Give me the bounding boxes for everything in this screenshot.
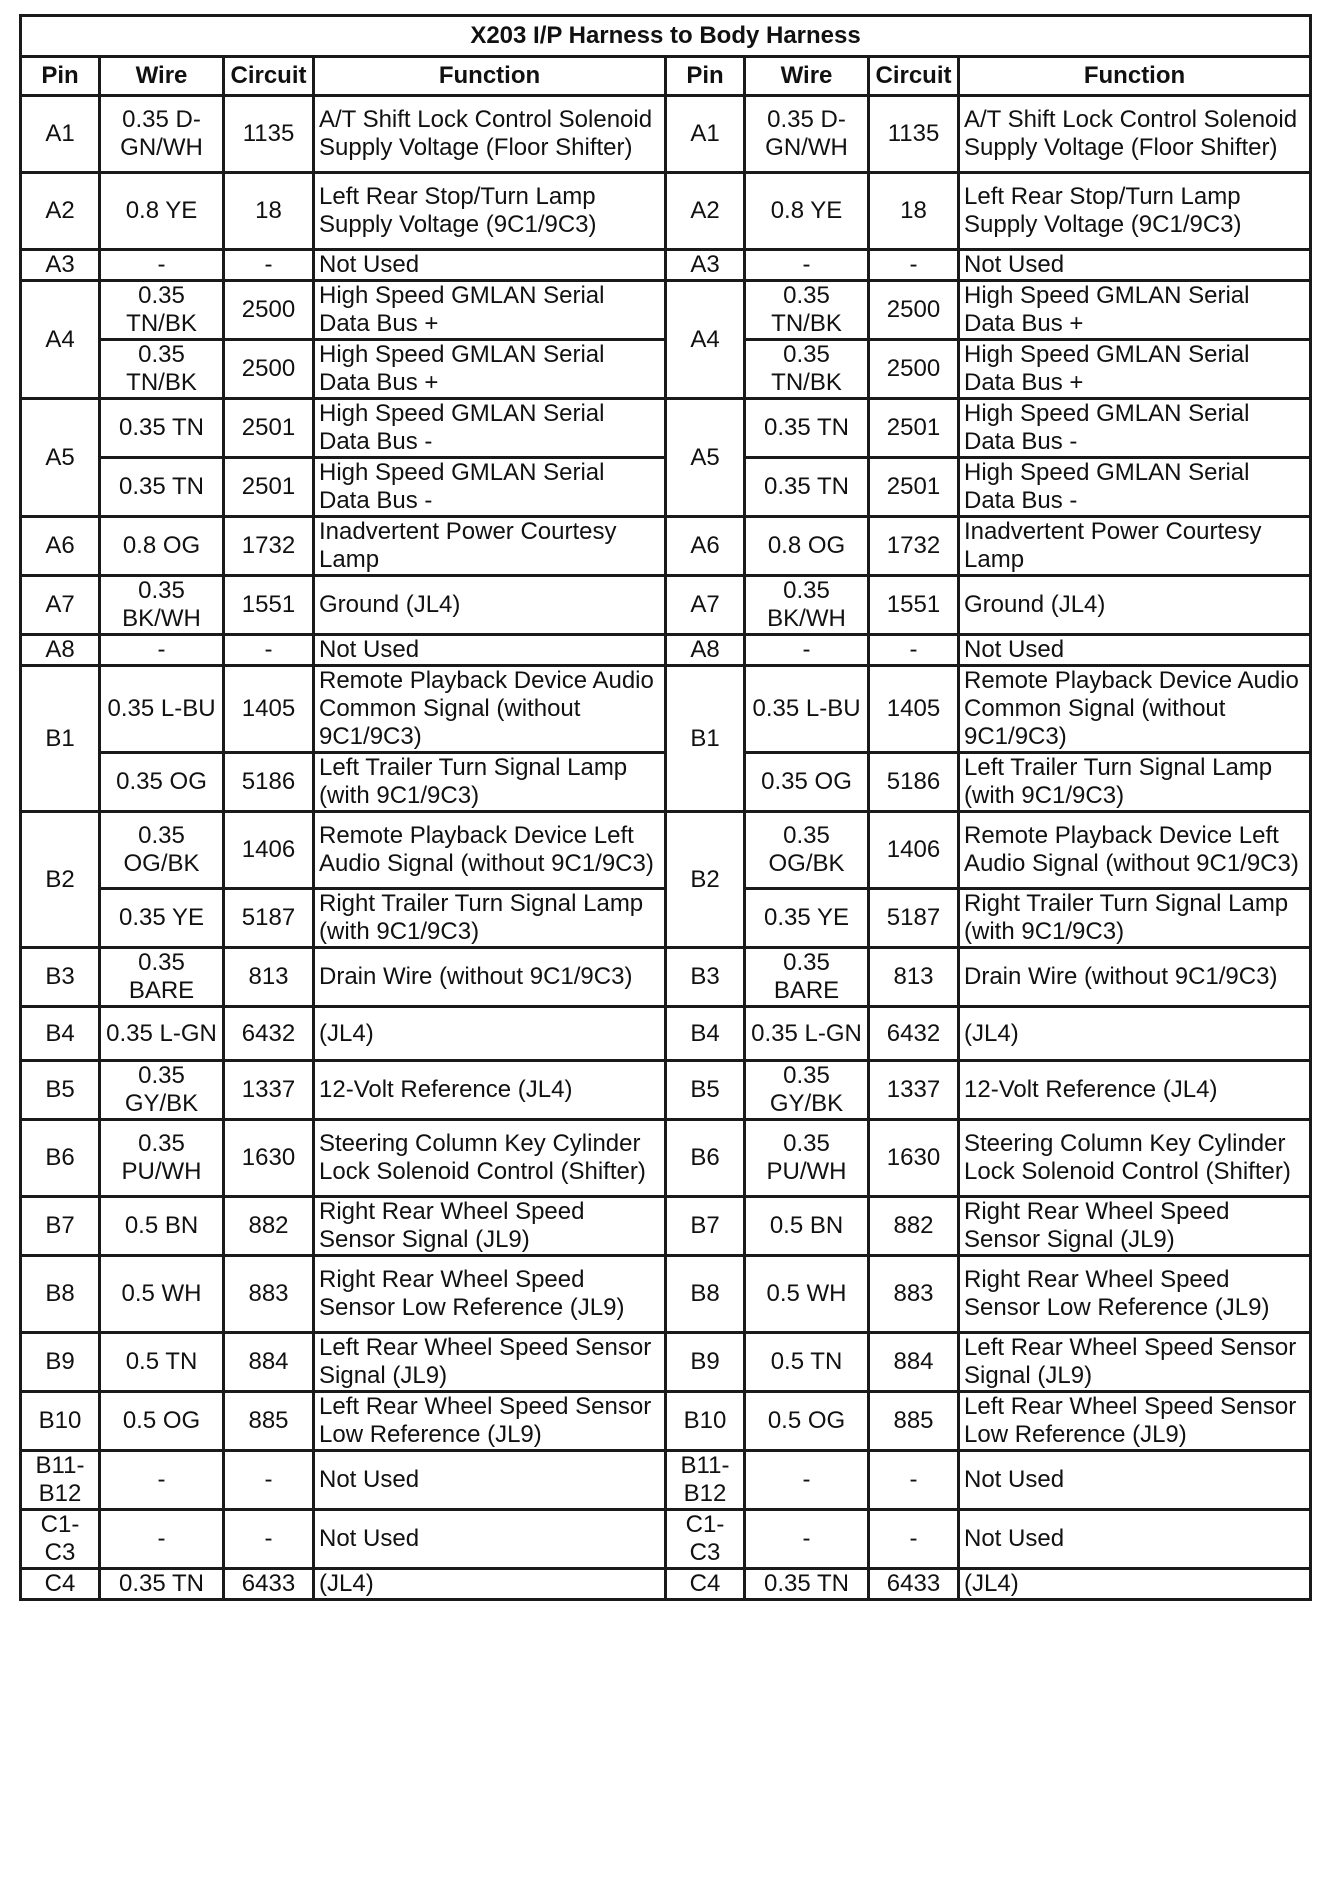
circuit-cell: 2500 [224, 281, 314, 340]
table-row [21, 1451, 1311, 1510]
circuit-cell: 2500 [869, 340, 959, 399]
circuit-cell: 2500 [224, 340, 314, 399]
function-cell: High Speed GMLAN Serial Data Bus - [959, 399, 1311, 458]
header-pin: Pin [666, 57, 745, 96]
wire-cell: - [100, 1510, 224, 1569]
pin-cell: B8 [21, 1256, 100, 1333]
circuit-cell: 6432 [869, 1007, 959, 1061]
pin-cell: A4 [666, 281, 745, 399]
circuit-cell: 1630 [869, 1120, 959, 1197]
circuit-cell: 2501 [224, 399, 314, 458]
wire-cell: 0.35 PU/WH [100, 1120, 224, 1197]
pin-cell: A6 [666, 517, 745, 576]
circuit-cell: 1337 [224, 1061, 314, 1120]
wire-cell: - [745, 1451, 869, 1510]
pin-cell: A7 [666, 576, 745, 635]
wire-cell: 0.35 L-BU [100, 666, 224, 753]
table-row [21, 666, 1311, 753]
circuit-cell: - [224, 250, 314, 281]
wire-cell: 0.35 TN [745, 399, 869, 458]
wire-cell: 0.35 L-GN [745, 1007, 869, 1061]
wire-cell: 0.35 YE [745, 889, 869, 948]
pin-cell: B5 [21, 1061, 100, 1120]
function-cell: Left Trailer Turn Signal Lamp (with 9C1/9C3) [959, 753, 1311, 812]
function-cell: Left Trailer Turn Signal Lamp (with 9C1/9C3) [314, 753, 666, 812]
circuit-cell: - [869, 250, 959, 281]
table-title: X203 I/P Harness to Body Harness [21, 16, 1311, 57]
function-cell: Not Used [314, 1510, 666, 1569]
function-cell: High Speed GMLAN Serial Data Bus + [959, 340, 1311, 399]
wire-cell: - [745, 250, 869, 281]
header-circuit: Circuit [869, 57, 959, 96]
pin-cell: B10 [666, 1392, 745, 1451]
header-row [21, 57, 1311, 96]
header-wire: Wire [100, 57, 224, 96]
pin-cell: B3 [666, 948, 745, 1007]
pin-cell: A3 [666, 250, 745, 281]
pin-cell: B1 [21, 666, 100, 812]
table-row [21, 1256, 1311, 1333]
function-cell: Right Rear Wheel Speed Sensor Low Reference (JL9) [314, 1256, 666, 1333]
pin-cell: A2 [21, 173, 100, 250]
function-cell: Steering Column Key Cylinder Lock Solenoid Control (Shifter) [314, 1120, 666, 1197]
function-cell: Not Used [959, 250, 1311, 281]
pin-cell: C4 [21, 1569, 100, 1600]
table-row [21, 96, 1311, 173]
circuit-cell: 884 [224, 1333, 314, 1392]
circuit-cell: 5186 [869, 753, 959, 812]
function-cell: Drain Wire (without 9C1/9C3) [314, 948, 666, 1007]
wire-cell: 0.35 PU/WH [745, 1120, 869, 1197]
pin-cell: C1-C3 [21, 1510, 100, 1569]
table-row [21, 173, 1311, 250]
pin-cell: B2 [21, 812, 100, 948]
circuit-cell: 2501 [224, 458, 314, 517]
wire-cell: - [745, 635, 869, 666]
header-pin: Pin [21, 57, 100, 96]
wire-cell: 0.35 OG [745, 753, 869, 812]
wire-cell: 0.35 TN [100, 1569, 224, 1600]
pin-cell: C4 [666, 1569, 745, 1600]
function-cell: Left Rear Stop/Turn Lamp Supply Voltage (9C1/9C3) [314, 173, 666, 250]
function-cell: Right Rear Wheel Speed Sensor Signal (JL9) [959, 1197, 1311, 1256]
function-cell: Left Rear Stop/Turn Lamp Supply Voltage (9C1/9C3) [959, 173, 1311, 250]
wire-cell: - [100, 1451, 224, 1510]
pin-cell: C1-C3 [666, 1510, 745, 1569]
pin-cell: A7 [21, 576, 100, 635]
wire-cell: 0.8 YE [100, 173, 224, 250]
wire-cell: - [100, 635, 224, 666]
wire-cell: 0.35 GY/BK [745, 1061, 869, 1120]
wire-cell: 0.35 TN [745, 458, 869, 517]
pin-cell: B4 [21, 1007, 100, 1061]
function-cell: Steering Column Key Cylinder Lock Solenoid Control (Shifter) [959, 1120, 1311, 1197]
circuit-cell: 6432 [224, 1007, 314, 1061]
function-cell: Right Trailer Turn Signal Lamp (with 9C1/9C3) [314, 889, 666, 948]
circuit-cell: 1630 [224, 1120, 314, 1197]
wire-cell: 0.35 TN [745, 1569, 869, 1600]
table-row [21, 635, 1311, 666]
header-function: Function [314, 57, 666, 96]
pin-cell: B2 [666, 812, 745, 948]
pin-cell: A5 [21, 399, 100, 517]
wire-cell: 0.8 YE [745, 173, 869, 250]
circuit-cell: 1135 [869, 96, 959, 173]
function-cell: A/T Shift Lock Control Solenoid Supply Voltage (Floor Shifter) [314, 96, 666, 173]
wire-cell: 0.5 TN [100, 1333, 224, 1392]
pin-cell: A4 [21, 281, 100, 399]
function-cell: Inadvertent Power Courtesy Lamp [959, 517, 1311, 576]
pin-cell: A5 [666, 399, 745, 517]
function-cell: (JL4) [314, 1007, 666, 1061]
pin-cell: B9 [666, 1333, 745, 1392]
function-cell: A/T Shift Lock Control Solenoid Supply Voltage (Floor Shifter) [959, 96, 1311, 173]
circuit-cell: 1135 [224, 96, 314, 173]
wire-cell: 0.35 L-BU [745, 666, 869, 753]
function-cell: Remote Playback Device Audio Common Signal (without 9C1/9C3) [959, 666, 1311, 753]
wire-cell: 0.35 TN [100, 458, 224, 517]
table-row [21, 517, 1311, 576]
function-cell: Remote Playback Device Left Audio Signal (without 9C1/9C3) [314, 812, 666, 889]
pin-cell: A3 [21, 250, 100, 281]
wire-cell: 0.35 L-GN [100, 1007, 224, 1061]
circuit-cell: 883 [869, 1256, 959, 1333]
wire-cell: 0.35 D-GN/WH [745, 96, 869, 173]
function-cell: Right Rear Wheel Speed Sensor Low Reference (JL9) [959, 1256, 1311, 1333]
function-cell: High Speed GMLAN Serial Data Bus + [314, 340, 666, 399]
function-cell: (JL4) [959, 1569, 1311, 1600]
function-cell: 12-Volt Reference (JL4) [959, 1061, 1311, 1120]
function-cell: Not Used [314, 635, 666, 666]
circuit-cell: - [224, 1510, 314, 1569]
function-cell: Not Used [314, 250, 666, 281]
table-row [21, 1510, 1311, 1569]
function-cell: Not Used [959, 635, 1311, 666]
wire-cell: 0.35 YE [100, 889, 224, 948]
wire-cell: 0.8 OG [100, 517, 224, 576]
table-row [21, 1392, 1311, 1451]
circuit-cell: 1405 [869, 666, 959, 753]
circuit-cell: 1551 [224, 576, 314, 635]
function-cell: High Speed GMLAN Serial Data Bus + [959, 281, 1311, 340]
wire-cell: 0.5 WH [745, 1256, 869, 1333]
wire-cell: 0.35 BK/WH [100, 576, 224, 635]
function-cell: Not Used [314, 1451, 666, 1510]
wire-cell: 0.5 WH [100, 1256, 224, 1333]
pin-cell: B8 [666, 1256, 745, 1333]
pin-cell: B5 [666, 1061, 745, 1120]
wire-cell: - [100, 250, 224, 281]
function-cell: (JL4) [314, 1569, 666, 1600]
wire-cell: 0.35 BARE [745, 948, 869, 1007]
header-function: Function [959, 57, 1311, 96]
circuit-cell: 883 [224, 1256, 314, 1333]
pin-cell: A6 [21, 517, 100, 576]
function-cell: 12-Volt Reference (JL4) [314, 1061, 666, 1120]
circuit-cell: 18 [869, 173, 959, 250]
connector-table-container [19, 14, 1309, 1601]
wire-cell: 0.35 OG/BK [100, 812, 224, 889]
wire-cell: 0.5 BN [100, 1197, 224, 1256]
pin-cell: B6 [666, 1120, 745, 1197]
pin-cell: A1 [666, 96, 745, 173]
wire-cell: 0.35 BARE [100, 948, 224, 1007]
wire-cell: 0.35 TN/BK [100, 340, 224, 399]
function-cell: Drain Wire (without 9C1/9C3) [959, 948, 1311, 1007]
function-cell: Remote Playback Device Audio Common Signal (without 9C1/9C3) [314, 666, 666, 753]
function-cell: Inadvertent Power Courtesy Lamp [314, 517, 666, 576]
function-cell: High Speed GMLAN Serial Data Bus - [314, 399, 666, 458]
wire-cell: 0.35 TN/BK [100, 281, 224, 340]
function-cell: High Speed GMLAN Serial Data Bus - [314, 458, 666, 517]
circuit-cell: 1551 [869, 576, 959, 635]
pin-cell: A8 [21, 635, 100, 666]
circuit-cell: 6433 [869, 1569, 959, 1600]
wire-cell: 0.8 OG [745, 517, 869, 576]
wire-cell: 0.35 D-GN/WH [100, 96, 224, 173]
function-cell: Ground (JL4) [314, 576, 666, 635]
circuit-cell: 813 [869, 948, 959, 1007]
circuit-cell: 1406 [224, 812, 314, 889]
function-cell: High Speed GMLAN Serial Data Bus - [959, 458, 1311, 517]
pin-cell: A1 [21, 96, 100, 173]
circuit-cell: - [224, 1451, 314, 1510]
table-row [21, 1061, 1311, 1120]
wire-cell: 0.5 OG [100, 1392, 224, 1451]
function-cell: Left Rear Wheel Speed Sensor Signal (JL9) [314, 1333, 666, 1392]
table-body [21, 96, 1311, 1600]
wire-cell: 0.35 TN/BK [745, 340, 869, 399]
function-cell: Left Rear Wheel Speed Sensor Signal (JL9) [959, 1333, 1311, 1392]
circuit-cell: 5186 [224, 753, 314, 812]
circuit-cell: 2500 [869, 281, 959, 340]
circuit-cell: 1732 [224, 517, 314, 576]
function-cell: Left Rear Wheel Speed Sensor Low Reference (JL9) [314, 1392, 666, 1451]
circuit-cell: - [869, 635, 959, 666]
table-row [21, 399, 1311, 458]
function-cell: Not Used [959, 1510, 1311, 1569]
circuit-cell: - [869, 1451, 959, 1510]
function-cell: Remote Playback Device Left Audio Signal (without 9C1/9C3) [959, 812, 1311, 889]
wire-cell: 0.35 OG [100, 753, 224, 812]
circuit-cell: 1405 [224, 666, 314, 753]
pin-cell: B11-B12 [21, 1451, 100, 1510]
function-cell: Left Rear Wheel Speed Sensor Low Reference (JL9) [959, 1392, 1311, 1451]
wire-cell: 0.35 TN/BK [745, 281, 869, 340]
function-cell: Ground (JL4) [959, 576, 1311, 635]
wire-cell: 0.35 TN [100, 399, 224, 458]
pin-cell: B6 [21, 1120, 100, 1197]
pin-cell: B4 [666, 1007, 745, 1061]
circuit-cell: - [869, 1510, 959, 1569]
circuit-cell: 2501 [869, 458, 959, 517]
circuit-cell: 884 [869, 1333, 959, 1392]
circuit-cell: 882 [224, 1197, 314, 1256]
function-cell: High Speed GMLAN Serial Data Bus + [314, 281, 666, 340]
pin-cell: B9 [21, 1333, 100, 1392]
pin-cell: B1 [666, 666, 745, 812]
wire-cell: 0.5 OG [745, 1392, 869, 1451]
pin-cell: B7 [666, 1197, 745, 1256]
pin-cell: B3 [21, 948, 100, 1007]
pin-cell: B10 [21, 1392, 100, 1451]
table-row [21, 1569, 1311, 1600]
table-row [21, 1333, 1311, 1392]
pin-cell: B11-B12 [666, 1451, 745, 1510]
circuit-cell: 813 [224, 948, 314, 1007]
circuit-cell: - [224, 635, 314, 666]
circuit-cell: 5187 [224, 889, 314, 948]
circuit-cell: 885 [869, 1392, 959, 1451]
pin-cell: A8 [666, 635, 745, 666]
function-cell: Not Used [959, 1451, 1311, 1510]
circuit-cell: 1337 [869, 1061, 959, 1120]
function-cell: Right Rear Wheel Speed Sensor Signal (JL9) [314, 1197, 666, 1256]
wire-cell: 0.35 GY/BK [100, 1061, 224, 1120]
circuit-cell: 885 [224, 1392, 314, 1451]
table-row [21, 1007, 1311, 1061]
wire-cell: 0.5 BN [745, 1197, 869, 1256]
circuit-cell: 1732 [869, 517, 959, 576]
wire-cell: - [745, 1510, 869, 1569]
table-row [21, 1120, 1311, 1197]
circuit-cell: 2501 [869, 399, 959, 458]
header-circuit: Circuit [224, 57, 314, 96]
header-wire: Wire [745, 57, 869, 96]
circuit-cell: 18 [224, 173, 314, 250]
circuit-cell: 5187 [869, 889, 959, 948]
table-row [21, 948, 1311, 1007]
circuit-cell: 882 [869, 1197, 959, 1256]
pin-cell: B7 [21, 1197, 100, 1256]
circuit-cell: 6433 [224, 1569, 314, 1600]
function-cell: Right Trailer Turn Signal Lamp (with 9C1/9C3) [959, 889, 1311, 948]
wire-cell: 0.35 BK/WH [745, 576, 869, 635]
table-row [21, 576, 1311, 635]
table-row [21, 281, 1311, 340]
function-cell: (JL4) [959, 1007, 1311, 1061]
pin-cell: A2 [666, 173, 745, 250]
table-row [21, 1197, 1311, 1256]
table-row [21, 812, 1311, 889]
wire-cell: 0.35 OG/BK [745, 812, 869, 889]
circuit-cell: 1406 [869, 812, 959, 889]
connector-table [19, 14, 1312, 1601]
table-row [21, 250, 1311, 281]
wire-cell: 0.5 TN [745, 1333, 869, 1392]
